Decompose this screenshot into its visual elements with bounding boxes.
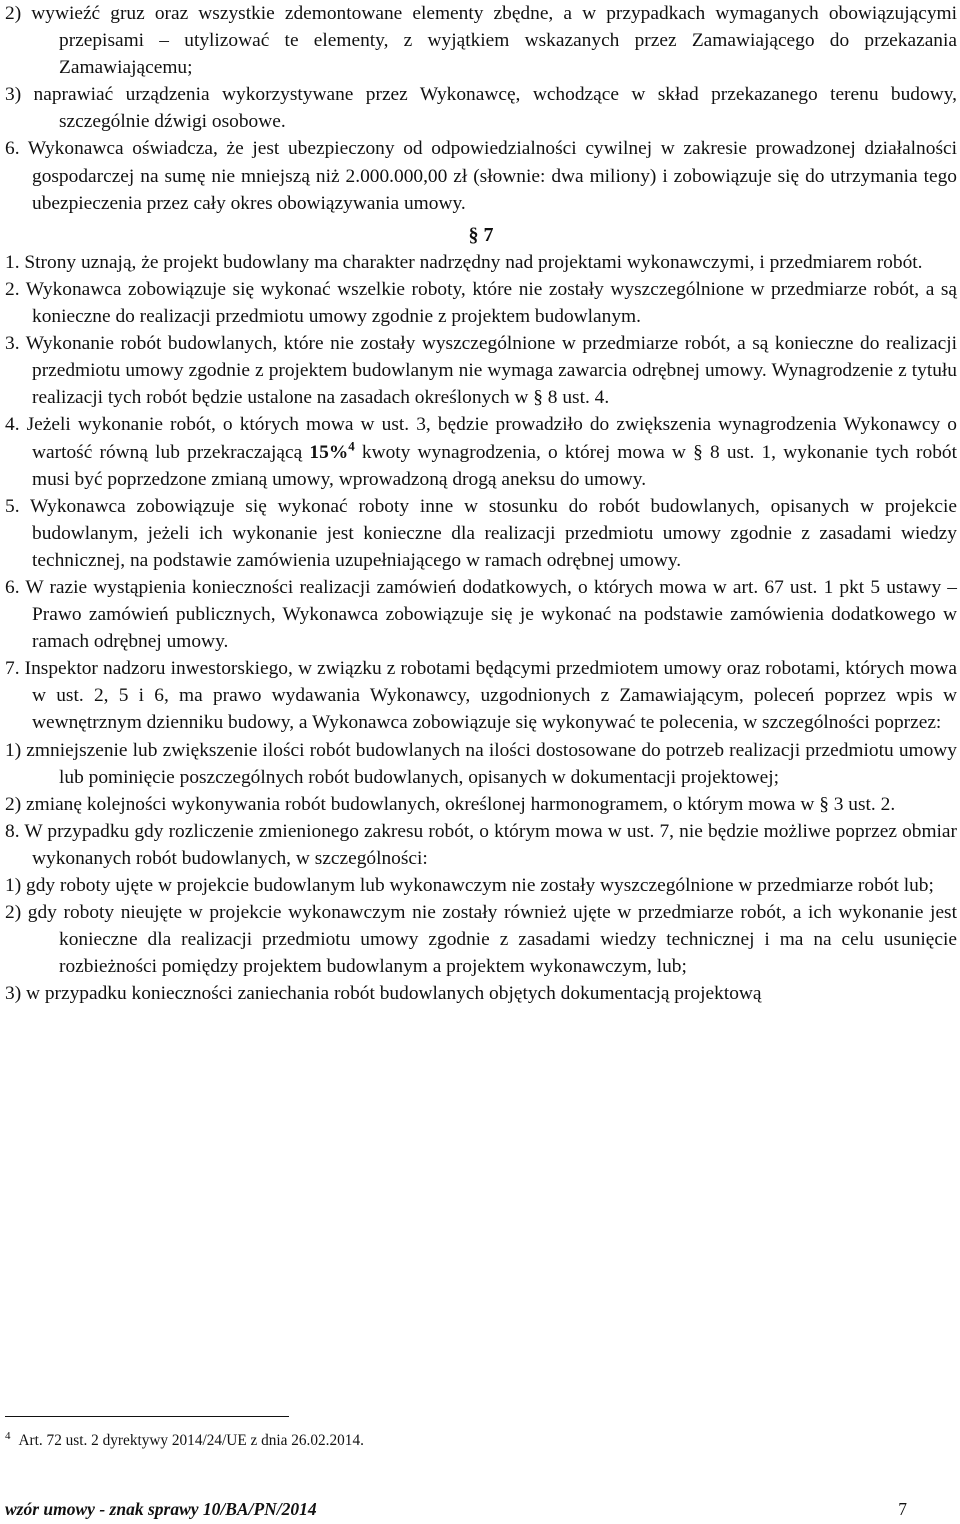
paragraph-7-item-2: 2) zmianę kolejności wykonywania robót budowlanych, określonej harmonogramem, o którym mowa w § 3 ust. 2. — [5, 793, 896, 815]
footnote-text: Art. 72 ust. 2 dyrektywy 2014/24/UE z dnia 26.02.2014. — [18, 1432, 364, 1450]
footnote-marker: 4 — [5, 1430, 11, 1442]
paragraph-7-item-1: 1) zmniejszenie lub zwiększenie ilości robót budowlanych na ilości dostosowane do potrzeb realizacji przedmiotu umowy lub pominięcie poszczególnych robót budowlanych, opisanych w dokumentacji projektowej; — [5, 739, 957, 788]
paragraph-6: 6. W razie wystąpienia konieczności realizacji zamówień dodatkowych, o których mowa w art. 67 ust. 1 pkt 5 ustawy – Prawo zamówień publicznych, Wykonawca zobowiązuje się je wykonać na podstawie zamówienia dodatkowego w ramach odrębnej umowy. — [5, 576, 957, 653]
paragraph-7: 7. Inspektor nadzoru inwestorskiego, w związku z robotami będącymi przedmiotem umowy oraz robotami, których mowa w ust. 2, 5 i 6, ma prawo wydawania Wykonawcy, uzgodnionych z Zamawiającym, poleceń poprzez wpis w wewnętrznym dzienniku budowy, a Wykonawca zobowiązuje się wykonywać te polecenia, w szczególności poprzez: — [5, 658, 957, 734]
footnote — [5, 1426, 364, 1451]
paragraph-8-item-2: 2) gdy roboty nieujęte w projekcie wykonawczym nie zostały również ujęte w przedmiarze robót, a ich wykonanie jest konieczne dla realizacji przedmiotu umowy zgodnie z zasadami wiedzy technicznej i ma na celu usunięcie rozbieżności pomiędzy projektem budowlanym a projektem wykonawczym, lub; — [5, 902, 957, 978]
paragraph-insurance: 6. Wykonawca oświadcza, że jest ubezpieczony od odpowiedzialności cywilnej w zakresie prowadzonej działalności gospodarczej na sumę nie mniejszą niż 2.000.000,00 zł (słownie: dwa miliony) i zobowiązuje się do utrzymania tego ubezpieczenia przez cały okres obowiązywania umowy. — [5, 138, 957, 214]
paragraph-5: 5. Wykonawca zobowiązuje się wykonać roboty inne w stosunku do robót budowlanych, opisanych w projekcie budowlanym, jeżeli ich wykonanie jest konieczne dla realizacji przedmiotu umowy zgodnie z zasadami wiedzy technicznej, na podstawie zamówienia uzupełniającego w ramach odrębnej umowy. — [5, 495, 957, 571]
paragraph-1: 1. Strony uznają, że projekt budowlany ma charakter nadrzędny nad projektami wykonawczymi, i przedmiarem robót. — [5, 251, 923, 273]
page-number: 7 — [898, 1499, 907, 1519]
footnote-divider — [5, 1416, 289, 1417]
paragraph-8-item-1: 1) gdy roboty ujęte w projekcie budowlanym lub wykonawczym nie zostały wyszczególnione w przedmiarze robót lub; — [5, 875, 934, 896]
paragraph-4-percent: 15% — [309, 441, 349, 463]
paragraph-4-text-end: kwoty wynagrodzenia, o której mowa w § 8 ust. 1, wykonanie tych robót musi być poprzedzone zmianą umowy, wprowadzoną drogą aneksu do umowy. — [32, 441, 957, 490]
footer-document-reference: wzór umowy - znak sprawy 10/BA/PN/2014 — [5, 1499, 317, 1519]
footnote-reference[interactable]: 4 — [348, 438, 355, 454]
paragraph-8-item-3: 3) w przypadku konieczności zaniechania robót budowlanych objętych dokumentacją projektową — [5, 983, 762, 1005]
page-footer — [5, 1498, 907, 1520]
section-heading: § 7 — [468, 223, 494, 246]
document-body — [5, 0, 957, 1007]
paragraph-3: 3. Wykonanie robót budowlanych, które nie zostały wyszczególnione w przedmiarze robót, a są konieczne do realizacji przedmiotu umowy zgodnie z projektem budowlanym nie wymaga zawarcia odrębnej umowy. Wynagrodzenie z tytułu realizacji tych robót będzie ustalone na zasadach określonych w § 8 ust. 4. — [5, 333, 957, 409]
paragraph-4-text-start: 4. Jeżeli wykonanie robót, o których mowa w ust. 3, będzie prowadziło do zwiększenia wynagrodzenia Wykonawcy o wartość równą lub przekraczającą — [5, 414, 957, 463]
paragraph-2: 2. Wykonawca zobowiązuje się wykonać wszelkie roboty, które nie zostały wyszczególnione w przedmiarze robót, a są konieczne do realizacji przedmiotu umowy zgodnie z projektem budowlanym. — [5, 278, 957, 328]
list-item-remove-rubble: 2) wywieźć gruz oraz wszystkie zdemontowane elementy zbędne, a w przypadkach wymaganych obowiązującymi przepisami – utylizować te elementy, z wyjątkiem wskazanych przez Zamawiającego do przekazania Zamawiającemu; — [5, 3, 957, 79]
paragraph-4 — [5, 411, 957, 492]
list-item-repair-devices: 3) naprawiać urządzenia wykorzystywane przez Wykonawcę, wchodzące w skład przekazanego terenu budowy, szczególnie dźwigi osobowe. — [5, 84, 957, 133]
paragraph-8: 8. W przypadku gdy rozliczenie zmienionego zakresu robót, o którym mowa w ust. 7, nie będzie możliwe poprzez obmiar wykonanych robót budowlanych, w szczególności: — [5, 820, 957, 869]
